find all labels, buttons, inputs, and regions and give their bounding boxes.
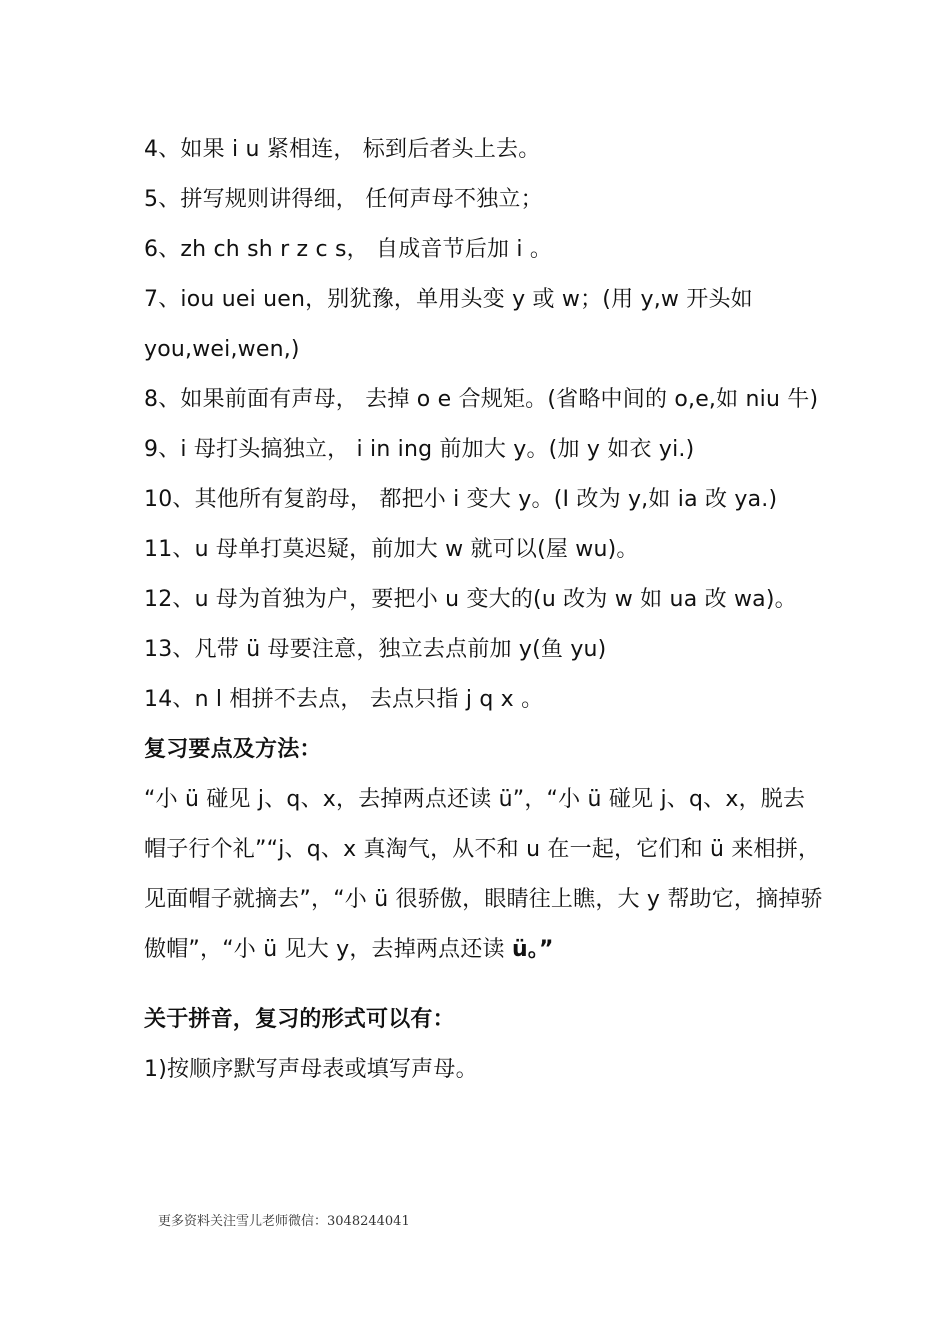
- methods-bold-end: ü。”: [511, 937, 554, 962]
- footer-note: 更多资料关注雪儿老师微信：3048244041: [158, 1214, 410, 1229]
- rule-11: 11、u 母单打莫迟疑，前加大 w 就可以(屋 wu)。: [144, 537, 639, 562]
- rule-12: 12、u 母为首独为户，要把小 u 变大的(u 改为 w 如 ua 改 wa)。: [144, 587, 797, 612]
- rule-5: 5、拼写规则讲得细， 任何声母不独立；: [144, 187, 543, 212]
- rule-14: 14、n l 相拼不去点， 去点只指 j q x 。: [144, 687, 544, 712]
- methods-paragraph: [144, 775, 824, 975]
- rule-10: 10、其他所有复韵母， 都把小 i 变大 y。(I 改为 y,如 ia 改 ya.): [144, 487, 778, 512]
- rule-6: 6、zh ch sh r z c s， 自成音节后加 i 。: [144, 237, 553, 262]
- rule-7: 7、iou uei uen，别犹豫，单用头变 y 或 w；(用 y,w 开头如 you,wei,wen,): [144, 287, 753, 362]
- document-body: [144, 125, 824, 1095]
- methods-heading: 复习要点及方法：: [144, 737, 322, 762]
- methods-text: “小 ü 碰见 j、q、x，去掉两点还读 ü”，“小 ü 碰见 j、q、x，脱去帽子行个礼”“j、q、x 真淘气，从不和 u 在一起，它们和 ü 来相拼，见面帽子就摘去”，“小 ü 很骄傲，眼睛往上瞧，大 y 帮助它，摘掉骄傲帽”，“小 ü 见大 y，去掉两点还读: [144, 787, 823, 962]
- section-gap: [144, 975, 824, 995]
- rule-9: 9、i 母打头搞独立， i in ing 前加大 y。(加 y 如衣 yi.): [144, 437, 695, 462]
- forms-item-1: 1)按顺序默写声母表或填写声母。: [144, 1057, 478, 1082]
- rule-8: 8、如果前面有声母， 去掉 o e 合规矩。(省略中间的 o,e,如 niu 牛): [144, 387, 819, 412]
- rule-4: 4、如果 i u 紧相连， 标到后者头上去。: [144, 137, 541, 162]
- forms-heading: 关于拼音，复习的形式可以有：: [144, 1007, 455, 1032]
- rule-13: 13、凡带 ü 母要注意，独立去点前加 y(鱼 yu): [144, 637, 607, 662]
